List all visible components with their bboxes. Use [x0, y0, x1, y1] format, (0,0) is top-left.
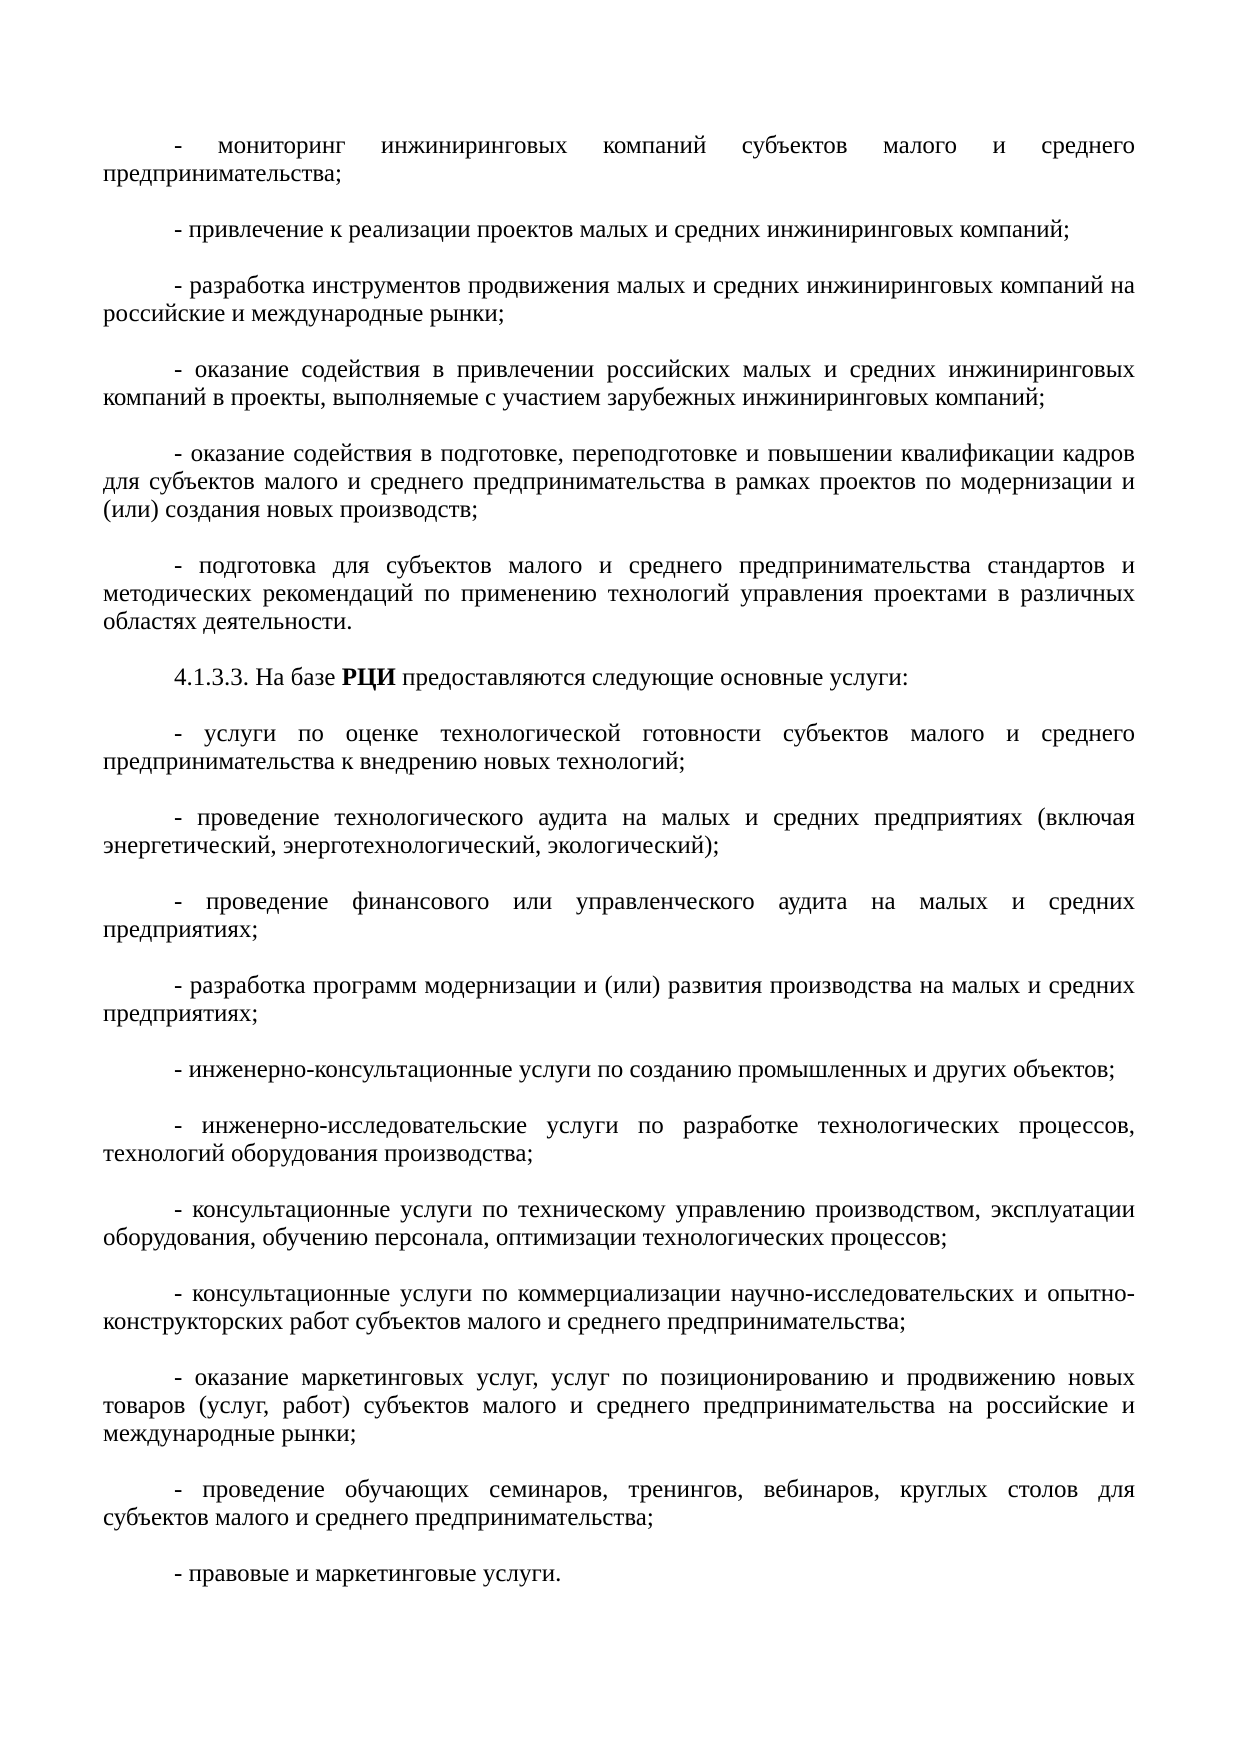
section-heading-prefix: 4.1.3.3. На базе: [174, 664, 342, 691]
paragraph-task-item: - привлечение к реализации проектов малых и средних инжиниринговых компаний;: [174, 216, 1070, 243]
paragraph-service-item: - проведение обучающих семинаров, тренингов, вебинаров, круглых столов для субъектов малого и среднего предпринимательства;: [103, 1476, 1135, 1531]
paragraph-service-item: - проведение финансового или управленческого аудита на малых и средних предприятиях;: [103, 888, 1135, 943]
section-heading-term: РЦИ: [341, 664, 396, 691]
paragraph-service-item: - правовые и маркетинговые услуги.: [174, 1560, 562, 1587]
paragraph-service-item: - проведение технологического аудита на малых и средних предприятиях (включая энергетический, энерготехнологический, экологический);: [103, 804, 1135, 859]
paragraph-service-item: - инженерно-исследовательские услуги по разработке технологических процессов, технологий оборудования производства;: [103, 1112, 1135, 1167]
paragraph-service-item: - консультационные услуги по техническому управлению производством, эксплуатации оборудования, обучению персонала, оптимизации технологических процессов;: [103, 1196, 1135, 1251]
paragraph-task-item: - мониторинг инжиниринговых компаний субъектов малого и среднего предпринимательства;: [103, 132, 1135, 187]
paragraph-service-item: - разработка программ модернизации и (или) развития производства на малых и средних предприятиях;: [103, 972, 1135, 1027]
section-heading-4-1-3-3: [103, 664, 1135, 692]
paragraph-service-item: - консультационные услуги по коммерциализации научно-исследовательских и опытно-конструкторских работ субъектов малого и среднего предпринимательства;: [103, 1280, 1135, 1335]
paragraph-task-item: - подготовка для субъектов малого и среднего предпринимательства стандартов и методических рекомендаций по применению технологий управления проектами в различных областях деятельности.: [103, 552, 1135, 635]
paragraph-task-item: - оказание содействия в подготовке, переподготовке и повышении квалификации кадров для субъектов малого и среднего предпринимательства в рамках проектов по модернизации и (или) создания новых производств;: [103, 440, 1135, 523]
paragraph-task-item: - разработка инструментов продвижения малых и средних инжиниринговых компаний на российские и международные рынки;: [103, 272, 1135, 327]
paragraph-service-item: - инженерно-консультационные услуги по созданию промышленных и других объектов;: [174, 1056, 1116, 1083]
paragraph-service-item: - услуги по оценке технологической готовности субъектов малого и среднего предпринимательства к внедрению новых технологий;: [103, 720, 1135, 775]
paragraph-task-item: - оказание содействия в привлечении российских малых и средних инжиниринговых компаний в проекты, выполняемые с участием зарубежных инжиниринговых компаний;: [103, 356, 1135, 411]
section-heading-suffix: предоставляются следующие основные услуги:: [395, 664, 909, 691]
paragraph-service-item: - оказание маркетинговых услуг, услуг по позиционированию и продвижению новых товаров (услуг, работ) субъектов малого и среднего предпринимательства на российские и международные рынки;: [103, 1364, 1135, 1447]
